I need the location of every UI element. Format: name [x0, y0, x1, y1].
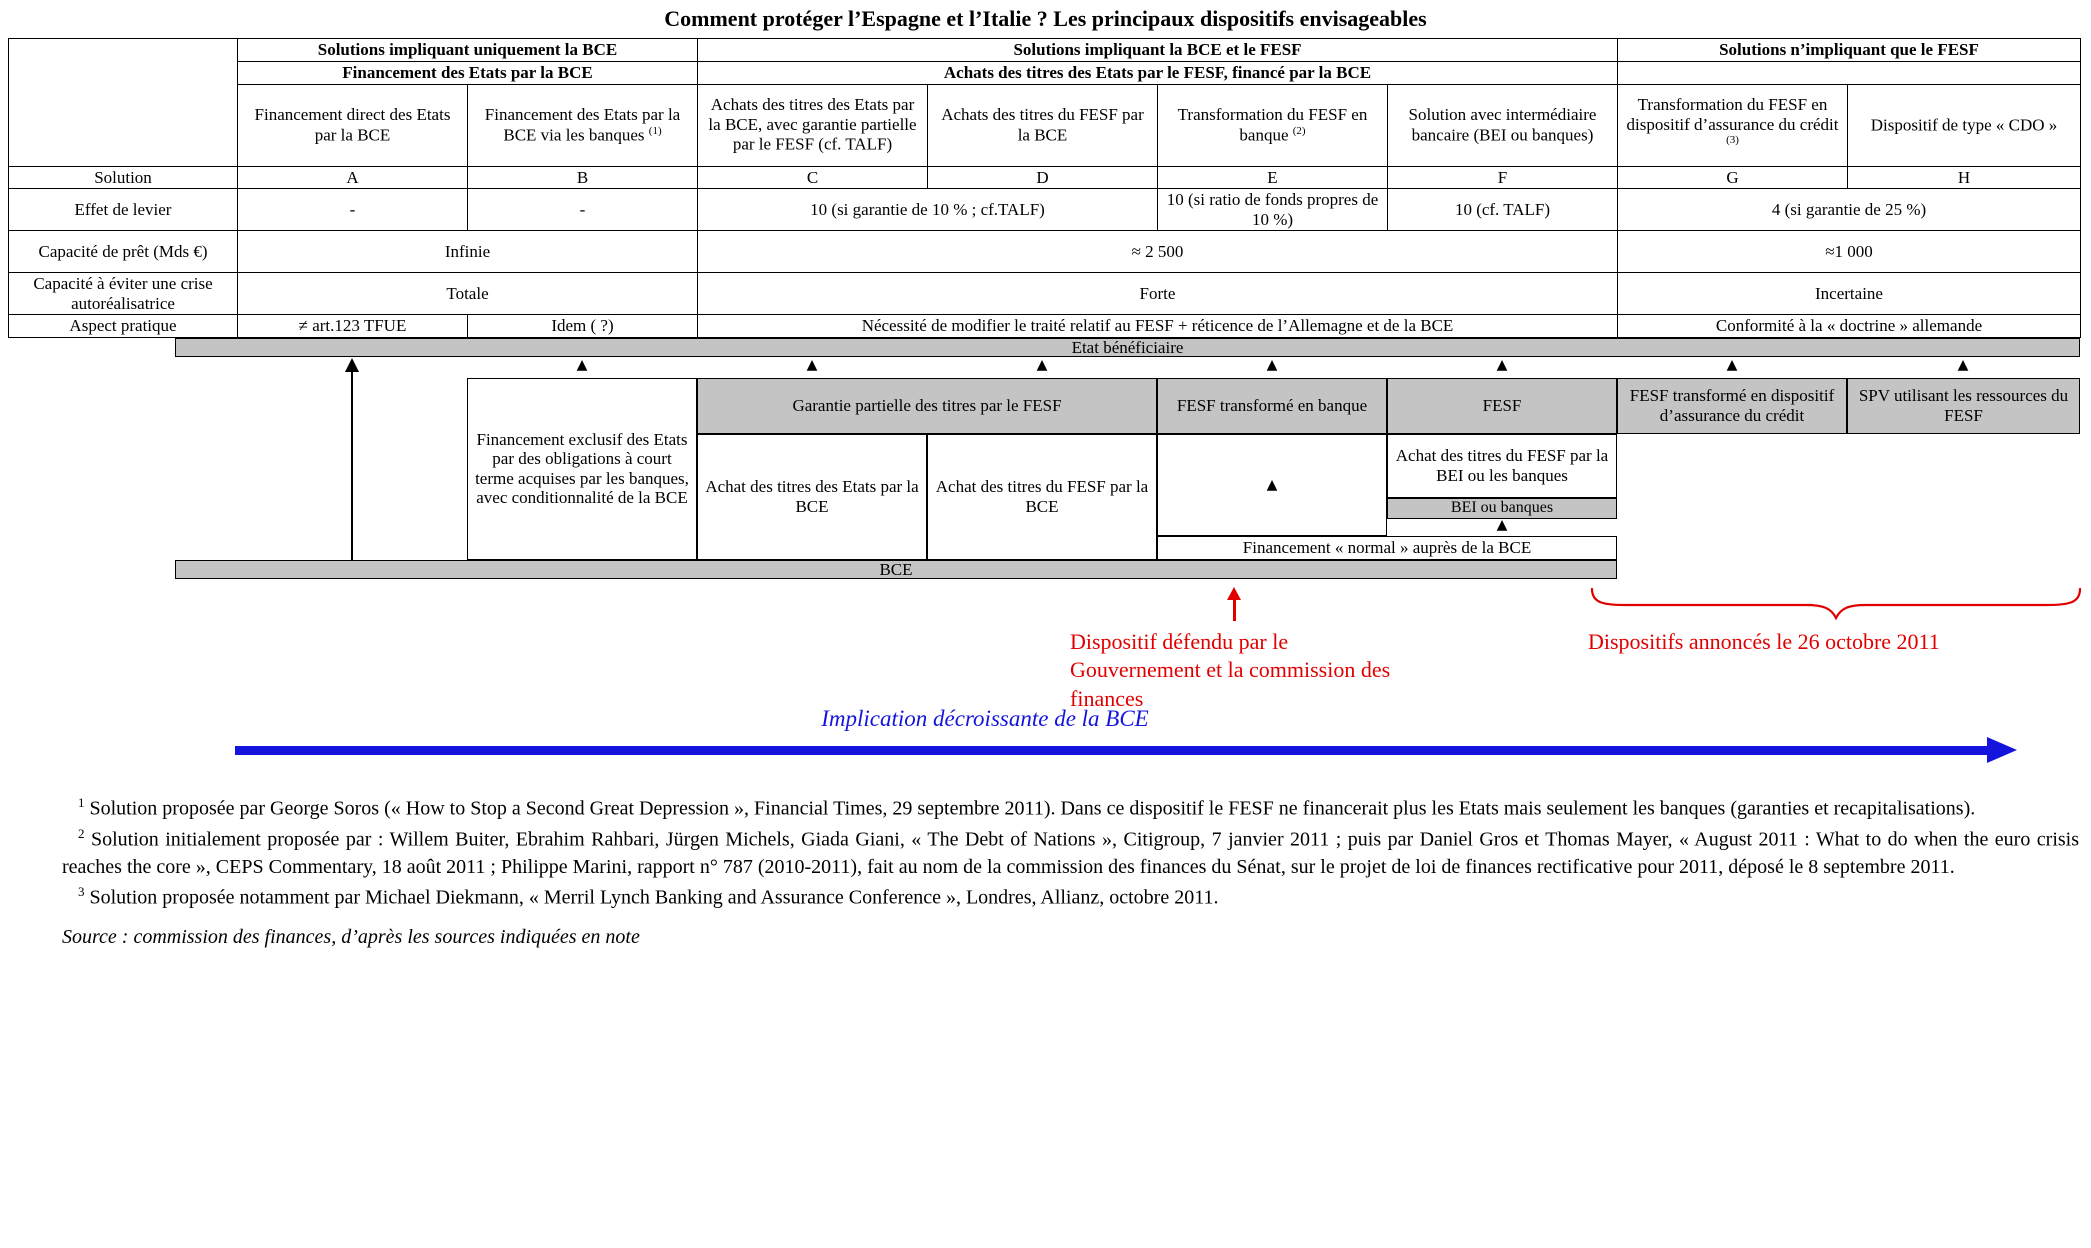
cell-crise-cf: Forte — [698, 273, 1618, 315]
column-header-d: Achats des titres du FESF par la BCE — [928, 84, 1158, 166]
cell-levier-a: - — [238, 189, 468, 231]
corner-cell — [9, 39, 238, 167]
source-line: Source : commission des finances, d’après les sources indiquées en note — [62, 925, 640, 948]
flow-diagram — [0, 338, 2091, 584]
cell-crise-gh: Incertaine — [1618, 273, 2081, 315]
footnote-3 — [62, 883, 2079, 912]
column-header-f: Solution avec intermédiaire bancaire (BEI ou banques) — [1388, 84, 1618, 166]
column-header-h: Dispositif de type « CDO » — [1848, 84, 2081, 166]
footnote-1-number: 1 — [78, 794, 85, 810]
financement-normal-box: Financement « normal » auprès de la BCE — [1157, 536, 1617, 560]
footnote-1-text: Solution proposée par George Soros (« How to Stop a Second Great Depression », Financial Times, 29 septembre 2011). Dans ce dispositif le FESF ne financerait plus les Etats mais seulement les banques (garanties et recapitalisations). — [89, 797, 1976, 820]
annotations-section — [0, 584, 2091, 784]
b-flow-box: Financement exclusif des Etats par des obligations à court terme acquises par les banques, avec conditionnalité de la BCE — [467, 378, 697, 560]
cell-aspect-cf: Nécessité de modifier le traité relatif au FESF + réticence de l’Allemagne et de la BCE — [698, 315, 1618, 338]
solution-letter-e: E — [1158, 166, 1388, 189]
footnote-3-text: Solution proposée notamment par Michael Diekmann, « Merril Lynch Banking and Assurance Conference », Londres, Allianz, octobre 2011. — [89, 886, 1219, 909]
cell-crise-ab: Totale — [238, 273, 698, 315]
row-label-aspect: Aspect pratique — [9, 315, 238, 338]
cell-aspect-gh: Conformité à la « doctrine » allemande — [1618, 315, 2081, 338]
garantie-partielle-box: Garantie partielle des titres par le FESF — [697, 378, 1157, 434]
column-header-g: Transformation du FESF en dispositif d’assurance du crédit $^{(3)}$ — [1618, 84, 1848, 166]
fesf-banque-box: FESF transformé en banque — [1157, 378, 1387, 434]
fesf-box: FESF — [1387, 378, 1617, 434]
footnote-3-number: 3 — [78, 883, 85, 899]
up-arrow-h-icon: ▲ — [1957, 356, 1969, 373]
solution-letter-b: B — [468, 166, 698, 189]
cell-pret-gh: ≈1 000 — [1618, 231, 2081, 273]
bei-banques-box: BEI ou banques — [1387, 498, 1617, 519]
red-annotation-left: Dispositif défendu par le Gouvernement et la commission des finances — [1070, 628, 1391, 712]
sub-header-empty — [1618, 62, 2081, 85]
etat-beneficiaire-bar: Etat bénéficiaire — [175, 338, 2080, 357]
footnote-2-number: 2 — [78, 825, 85, 841]
red-annotation-right: Dispositifs annoncés le 26 octobre 2011 — [1588, 628, 1940, 654]
achat-fesf-bei-box: Achat des titres du FESF par la BEI ou les banques — [1387, 434, 1617, 498]
column-header-c: Achats des titres des Etats par la BCE, avec garantie partielle par le FESF (cf. TALF) — [698, 84, 928, 166]
cell-levier-gh: 4 (si garantie de 25 %) — [1618, 189, 2081, 231]
blue-caption: Implication décroissante de la BCE — [821, 705, 1149, 731]
red-arrow-line — [1233, 599, 1236, 621]
footnote-2 — [62, 825, 2079, 881]
column-header-a: Financement direct des Etats par la BCE — [238, 84, 468, 166]
up-arrow-e-icon: ▲ — [1266, 356, 1278, 373]
up-arrow-f-icon: ▲ — [1496, 356, 1508, 373]
spv-box: SPV utilisant les ressources du FESF — [1847, 378, 2080, 434]
footnote-1 — [62, 794, 2079, 823]
cell-pret-cf: ≈ 2 500 — [698, 231, 1618, 273]
group-header-bce-fesf: Solutions impliquant la BCE et le FESF — [698, 39, 1618, 62]
solution-letter-d: D — [928, 166, 1158, 189]
group-header-row — [9, 39, 2081, 62]
solution-letter-h: H — [1848, 166, 2081, 189]
solution-letter-c: C — [698, 166, 928, 189]
solution-letter-a: A — [238, 166, 468, 189]
row-label-solution: Solution — [9, 166, 238, 189]
up-arrow-d-icon: ▲ — [1036, 356, 1048, 373]
column-header-row — [9, 84, 2081, 166]
aspect-row — [9, 315, 2081, 338]
sub-header-achats: Achats des titres des Etats par le FESF, financé par la BCE — [698, 62, 1618, 85]
levier-row — [9, 189, 2081, 231]
solution-row — [9, 166, 2081, 189]
red-arrow-head-icon — [1227, 587, 1241, 600]
solutions-table — [8, 38, 2081, 338]
footnotes — [62, 794, 2079, 912]
e-flow-cell — [1157, 434, 1387, 536]
achat-titres-fesf-box: Achat des titres du FESF par la BCE — [927, 434, 1157, 560]
cell-levier-b: - — [468, 189, 698, 231]
column-header-b: Financement des Etats par la BCE via les banques $^{(1)}$ — [468, 84, 698, 166]
crise-row — [9, 273, 2081, 315]
up-arrow-f-lower-icon: ▲ — [1496, 516, 1508, 533]
red-brace-icon — [1590, 586, 2082, 620]
cell-pret-ab: Infinie — [238, 231, 698, 273]
up-arrow-g-icon: ▲ — [1726, 356, 1738, 373]
group-header-bce: Solutions impliquant uniquement la BCE — [238, 39, 698, 62]
footnote-2-text: Solution initialement proposée par : Willem Buiter, Ebrahim Rahbari, Jürgen Michels, Giada Giani, « The Debt of Nations », Citigroup, 7 janvier 2011 ; puis par Daniel Gros et Thomas Mayer, « August 2011 : What to do when the euro crisis reaches the core », CEPS Commentary, 18 août 2011 ; Philippe Marini, rapport n° 787 (2010-2011), fait au nom de la commission des finances du Sénat, sur le projet de loi de finances rectificative pour 2011, déposé le 8 septembre 2011. — [62, 828, 2080, 878]
achat-titres-etats-box: Achat des titres des Etats par la BCE — [697, 434, 927, 560]
cell-levier-cd: 10 (si garantie de 10 % ; cf.TALF) — [698, 189, 1158, 231]
solution-letter-f: F — [1388, 166, 1618, 189]
solution-letter-g: G — [1618, 166, 1848, 189]
cell-levier-e: 10 (si ratio de fonds propres de 10 %) — [1158, 189, 1388, 231]
cell-aspect-b: Idem ( ?) — [468, 315, 698, 338]
row-label-levier: Effet de levier — [9, 189, 238, 231]
up-arrow-e-inner-icon: ▲ — [1266, 476, 1278, 493]
blue-arrow-head-icon — [1987, 737, 2017, 763]
group-header-fesf: Solutions n’impliquant que le FESF — [1618, 39, 2081, 62]
column-a-arrow-head-icon — [345, 358, 359, 372]
row-label-crise: Capacité à éviter une crise autoréalisatrice — [9, 273, 238, 315]
column-a-arrow-line — [351, 372, 353, 560]
bce-bar: BCE — [175, 560, 1617, 579]
pret-row — [9, 231, 2081, 273]
page-title: Comment protéger l’Espagne et l’Italie ? Les principaux dispositifs envisageables — [664, 6, 1427, 31]
cell-aspect-a: ≠ art.123 TFUE — [238, 315, 468, 338]
cell-levier-f: 10 (cf. TALF) — [1388, 189, 1618, 231]
column-header-e: Transformation du FESF en banque $^{(2)}$ — [1158, 84, 1388, 166]
sub-header-financement: Financement des Etats par la BCE — [238, 62, 698, 85]
sub-header-row — [9, 62, 2081, 85]
blue-arrow-shaft — [235, 746, 1987, 755]
row-label-pret: Capacité de prêt (Mds €) — [9, 231, 238, 273]
fesf-assurance-box: FESF transformé en dispositif d’assurance du crédit — [1617, 378, 1847, 434]
up-arrow-b-icon: ▲ — [576, 356, 588, 373]
up-arrow-c-icon: ▲ — [806, 356, 818, 373]
